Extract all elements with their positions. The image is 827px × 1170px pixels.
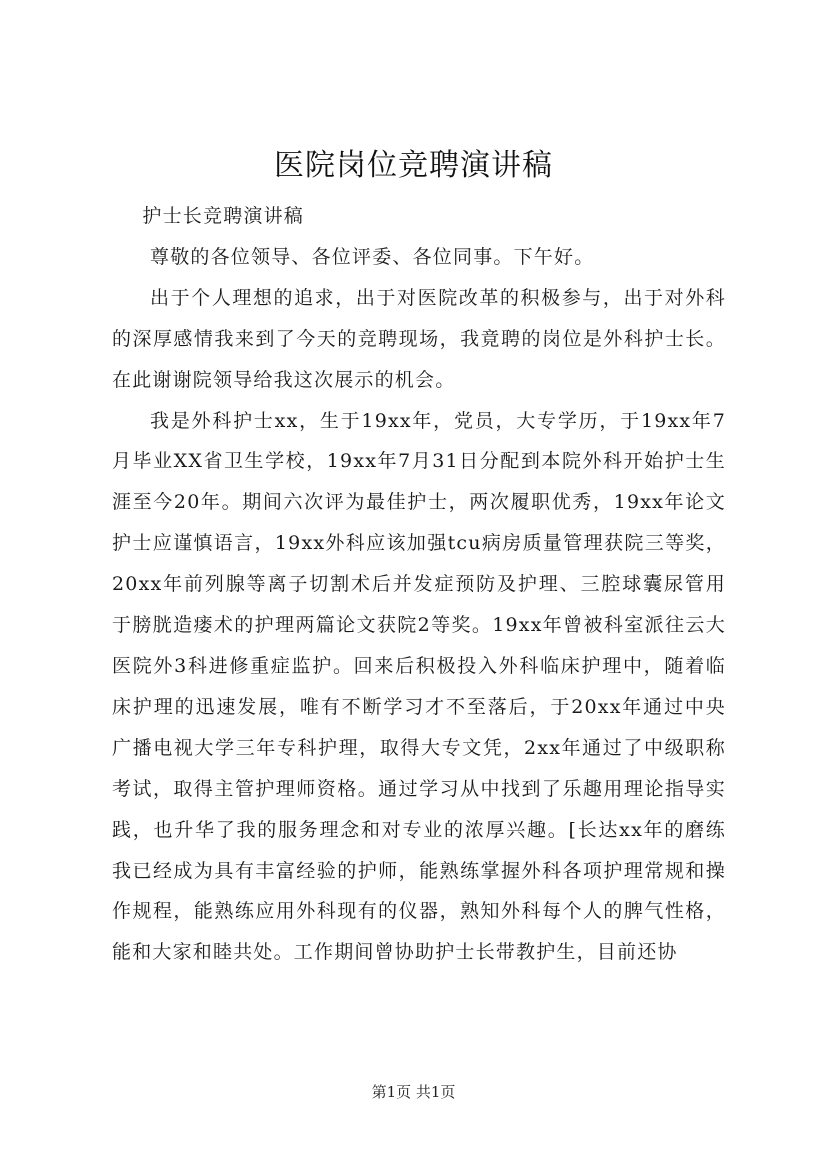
body-paragraph: 出于个人理想的追求，出于对医院改革的积极参与，出于对外科的深厚感情我来到了今天的竞聘现场，我竟聘的岗位是外科护士长。在此谢谢院领导给我这次展示的机会。	[112, 286, 726, 391]
document-subtitle: 护士长竞聘演讲稿	[142, 205, 304, 227]
body-paragraph: 我是外科护士xx，生于19xx年，党员，大专学历，于19xx年7月毕业XX省卫生学校，19xx年7月31日分配到本院外科开始护士生涯至今20年。期间六次评为最佳护士，两次履职优秀，19xx年论文护士应谨慎语言，19xx外科应该加强tcu病房质量管理获院三等奖，20xx年前列腺等离子切割术后并发症预防及护理、三腔球囊尿管用于膀胱造瘘术的护理两篇论文获院2等奖。19xx年曾被科室派往云大医院外3科进修重症监护。回来后积极投入外科临床护理中，随着临床护理的迅速发展，唯有不断学习才不至落后，于20xx年通过中央广播电视大学三年专科护理，取得大专文凭，2xx年通过了中级职称考试，取得主管护理师资格。通过学习从中找到了乐趣用理论指导实践，也升华了我的服务理念和对专业的浓厚兴趣。[长达xx年的磨练我已经成为具有丰富经验的护师，能熟练掌握外科各项护理常规和操作规程，能熟练应用外科现有的仪器，熟知外科每个人的脾气性格，能和大家和睦共处。工作期间曾协助护士长带教护生，目前还协	[112, 409, 726, 964]
document-body	[112, 196, 726, 973]
greeting-paragraph: 尊敬的各位领导、各位评委、各位同事。下午好。	[150, 245, 595, 268]
document-title: 医院岗位竞聘演讲稿	[274, 148, 553, 183]
page-footer: 第1页 共1页	[371, 1083, 456, 1101]
